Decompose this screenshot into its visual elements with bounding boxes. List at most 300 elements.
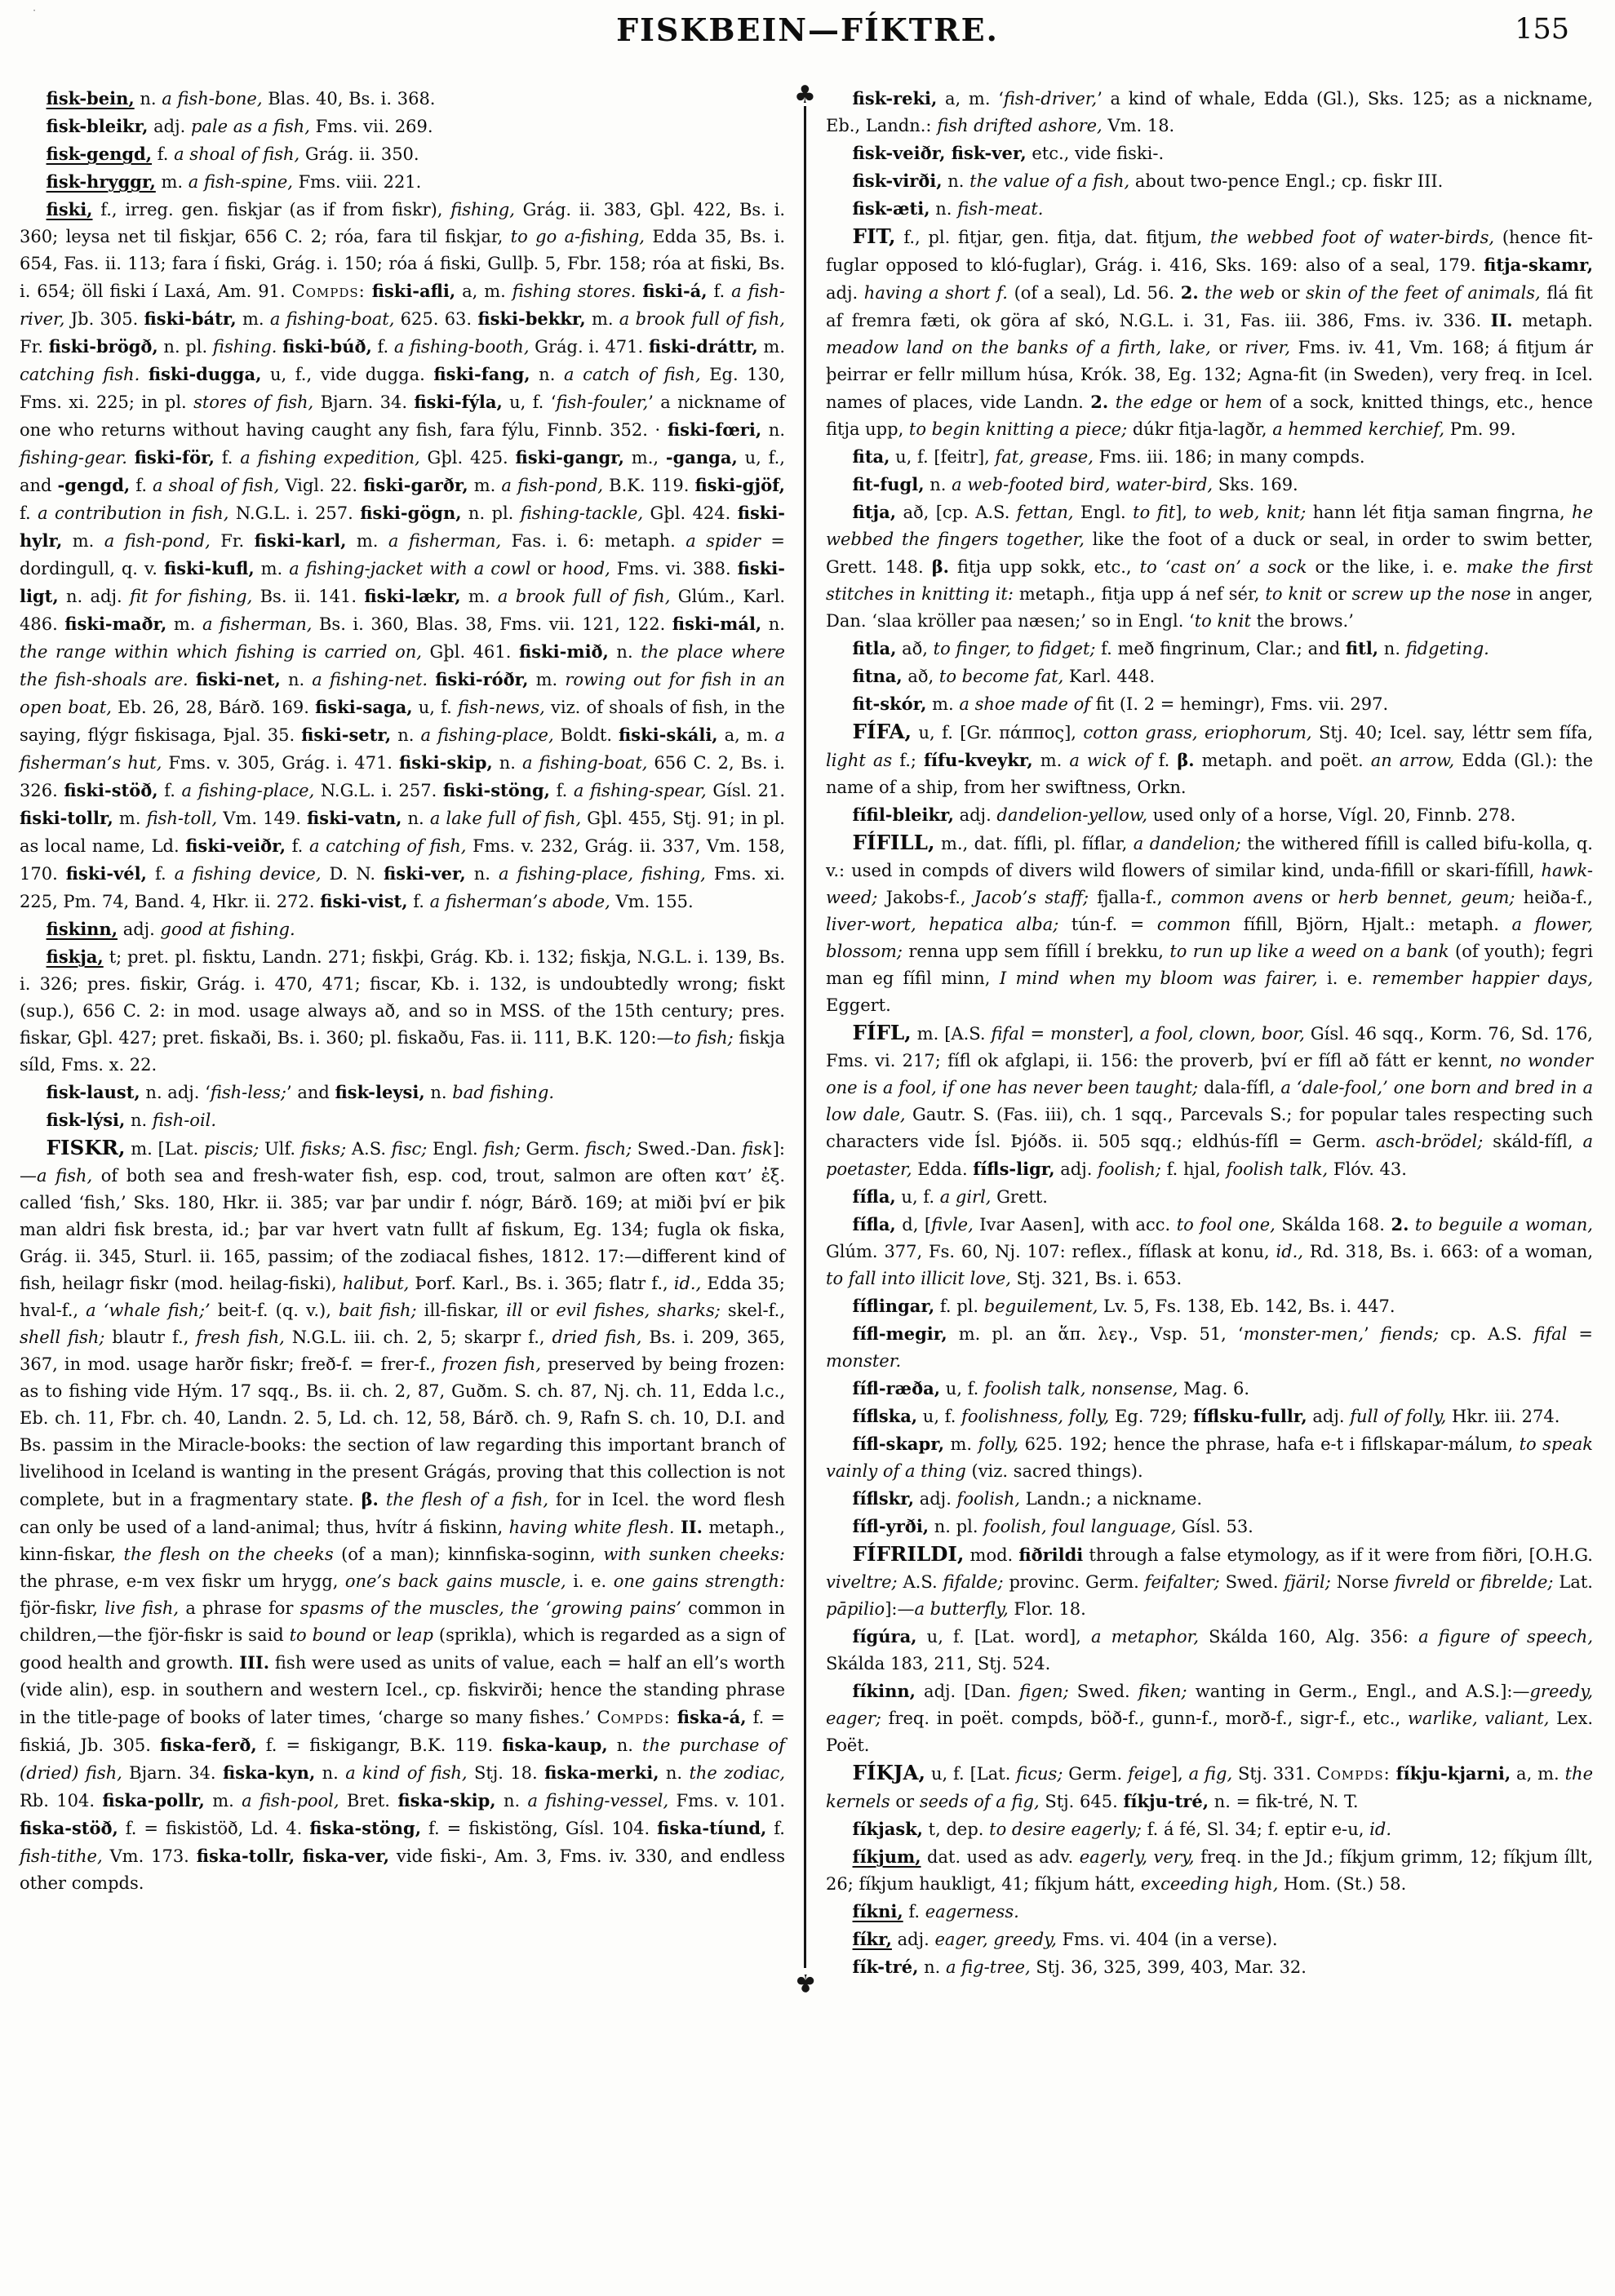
text-run: a flower, blossom; [826, 915, 1594, 961]
text-run: Grett. [991, 1187, 1048, 1207]
text-run: fiski-setr, [301, 725, 392, 745]
text-run: a fishing-booth, [393, 337, 530, 357]
text-run: m. [A.S. [911, 1024, 992, 1044]
text-run: a fishing-net. [312, 670, 428, 689]
text-run: fisk [742, 1139, 773, 1159]
text-run: with sunken cheeks: [603, 1545, 785, 1564]
dictionary-entry [826, 690, 1593, 718]
text-run: β. [1177, 750, 1195, 770]
text-run: Stj. 18. [467, 1763, 545, 1783]
text-run: f. [407, 892, 430, 911]
text-run: folly, [978, 1434, 1019, 1454]
text-run: fish; [483, 1139, 521, 1159]
text-run: fiski-veiðr, [185, 836, 286, 856]
text-run: Gísl. 53. [1176, 1517, 1253, 1536]
text-run: ], [1170, 1764, 1189, 1784]
text-run: Fms. viii. 221. [292, 172, 422, 192]
text-run: Vm. 155. [610, 892, 694, 911]
text-run: etc., vide fiski-. [1026, 144, 1165, 163]
text-run: fiski-maðr, [64, 614, 167, 634]
text-run: fífl-megir, [852, 1323, 947, 1344]
text-run: fiski-hylr, [20, 503, 786, 551]
text-run: Eb. 26, 28, Bárð. 169. [111, 698, 316, 717]
text-run: Grág. ii. 383, Gþl. 422, Bs. i. 360; leysa net til fiskjar, 656 C. 2; róa, fara til fiskjar, [20, 200, 785, 246]
text-run: fish-driver, [1003, 89, 1098, 109]
text-run: Stj. 321, Bs. i. 653. [1010, 1269, 1182, 1288]
text-run: 625. 63. [394, 309, 478, 329]
text-run: f. [707, 281, 732, 301]
text-run: an arrow, [1370, 751, 1455, 770]
text-run [675, 1518, 681, 1537]
text-run: frozen fish, [442, 1354, 541, 1374]
text-run: u, f. ‘ [502, 392, 557, 412]
text-run: a web-footed bird, water-bird, [952, 475, 1213, 494]
text-run: the edge [1115, 392, 1193, 412]
text-run: a catching of fish, [308, 836, 467, 856]
text-run: to ‘cast on’ a sock [1139, 557, 1307, 577]
text-run: fíkju-tré, [1123, 1791, 1209, 1811]
text-run: Lv. 5, Fs. 138, Eb. 142, Bs. i. 447. [1098, 1296, 1395, 1316]
text-run: Gautr. S. (Fas. iii), ch. 1 sqq., Parcevals S.; for popular tales respecting such characters vide Ísl. Þjóðs. ii. 505 sqq.; eldhús-fífl = Germ. [826, 1105, 1594, 1151]
text-run: the flesh of a fish, [385, 1490, 549, 1509]
text-run: ill [506, 1301, 523, 1320]
text-run: no wonder one is a fool, if one has never been taught; [826, 1051, 1593, 1097]
text-run: fitja, [852, 502, 897, 522]
text-run: adj. [148, 117, 191, 136]
text-run: metaph., kinn-fiskar, [20, 1518, 785, 1564]
text-run: wanting in Germ., Engl., and A.S.]:— [1187, 1682, 1530, 1701]
text-run: id., [673, 1274, 702, 1293]
text-run: fiski, [46, 199, 93, 219]
text-run: Compds: [597, 1708, 671, 1727]
text-run: fíkni, [852, 1901, 903, 1921]
text-run: m. [346, 531, 388, 551]
text-run: fisk-leysi, [335, 1082, 425, 1102]
dictionary-entry [826, 1953, 1593, 1981]
dictionary-entry [826, 1678, 1593, 1759]
text-run: a fish, [37, 1166, 93, 1186]
text-run: or the like, i. e. [1307, 557, 1466, 577]
dictionary-entry [826, 85, 1593, 140]
text-run: a fig, [1188, 1764, 1233, 1784]
text-run: n. pl. [929, 1517, 984, 1536]
text-run: fiski-gögn, [360, 503, 462, 523]
text-run: fiski-fýla, [414, 392, 503, 412]
text-run: f. [130, 476, 153, 495]
text-run: f. [286, 836, 309, 856]
text-run: fivreld [1394, 1572, 1451, 1592]
text-run: fisk-æti, [852, 198, 930, 219]
text-run: Pm. 99. [1444, 419, 1516, 439]
text-run: a fish-river, [20, 281, 785, 329]
text-run: to speak vainly of a thing [826, 1434, 1593, 1481]
text-run: n. pl. [461, 503, 521, 523]
text-run: to go a-fishing, [510, 227, 645, 246]
text-run: n. [1378, 639, 1406, 658]
text-run: piscis; [204, 1139, 260, 1159]
text-run: m. [113, 809, 147, 828]
text-run: N.G.L. i. 257. [314, 781, 443, 800]
text-run: n. [607, 1735, 642, 1755]
text-run: m. [166, 614, 202, 634]
text-run: n. [495, 1791, 528, 1811]
text-run: the webbed foot of water-birds, [1210, 228, 1495, 247]
text-run: t; pret. pl. fisktu, Landn. 271; fiskþi, Grág. Kb. i. 132; fiskja, N.G.L. i. 139, Bs. i. 326; pres. fiskir, Grág. i. 470, 471; fiscar, Kb. i. 132, is undoubtedly wrong; fiskt (sup.), 656 C. 2: in mod. usage always að, and so in MSS. of the 15th century; pres. fiskar, Gþl. 427; pret. fiskaði, Bs. i. 360; pl. fiskaðu, Fas. ii. 111, B.K. 120:— [20, 947, 785, 1048]
text-run: (of a man); kinnfiska-soginn, [333, 1545, 604, 1564]
text-run: fíkjum, [852, 1846, 921, 1867]
text-run: catching fish. [20, 365, 140, 384]
text-run: fiska-skip, [397, 1790, 496, 1811]
dictionary-entry [826, 1019, 1593, 1183]
text-run: f. [903, 1902, 925, 1921]
dictionary-entry [826, 1430, 1593, 1485]
text-run: to finger, to fidget; [933, 639, 1096, 658]
text-run: for in Icel. the word flesh can only be used of a land-animal; thus, hvítr á fiskinn, [20, 1490, 785, 1537]
text-run: the flesh on the cheeks [123, 1545, 334, 1564]
text-run: fishing stores. [512, 281, 637, 301]
text-run: f. hjal, [1160, 1159, 1227, 1179]
text-run: Glúm., Karl. 486. [20, 587, 785, 634]
text-run: a shoe made of [959, 694, 1091, 714]
text-run: a, m. [455, 281, 512, 301]
text-run: fiska-kaup, [502, 1735, 608, 1755]
text-run: remember happier days, [1372, 968, 1593, 988]
dictionary-entry [20, 196, 785, 915]
text-run: stores of fish, [193, 392, 314, 412]
text-run: fisk-lýsi, [46, 1110, 126, 1130]
text-run: m. [1032, 751, 1070, 770]
text-run: Lat. [1553, 1572, 1593, 1592]
text-columns [20, 81, 1595, 1997]
text-run: n. [530, 365, 564, 384]
dictionary-entry [826, 1513, 1593, 1540]
text-run: foolish, foul language, [983, 1517, 1177, 1536]
text-run: hawk-weed; [826, 861, 1593, 907]
text-run: ]:— [20, 1139, 785, 1186]
text-run: i. e. [1317, 968, 1373, 988]
text-run: a fishing-vessel, [527, 1791, 669, 1811]
text-run: fish-oil. [152, 1110, 217, 1130]
text-run: beguilement, [983, 1296, 1098, 1316]
text-run: liver-wort, hepatica alba; [826, 915, 1059, 934]
text-run: evil fishes, sharks; [556, 1301, 721, 1320]
dictionary-entry [826, 1926, 1593, 1953]
text-run: 656 C. 2, Bs. i. 326. [20, 753, 785, 800]
text-run: Norse [1330, 1572, 1395, 1592]
dictionary-entry [826, 1292, 1593, 1320]
text-run: cotton grass, eriophorum, [1083, 723, 1312, 742]
text-run: common in children,—the fjör-fiskr is said [20, 1598, 785, 1645]
text-run: shell fish; [20, 1328, 105, 1347]
text-run: common avens [1170, 888, 1303, 907]
text-run: adj. [953, 805, 997, 825]
text-run: u, f. [feitr], [890, 447, 996, 467]
text-run: að, [896, 639, 934, 658]
text-run: hann lét fitja saman fingrna, [1306, 503, 1573, 522]
text-run: a hemmed kerchief, [1272, 419, 1445, 439]
text-run: fíflsku-fullr, [1192, 1406, 1307, 1426]
text-run: eagerly, very, [1079, 1847, 1195, 1867]
text-run: fiends; [1380, 1324, 1440, 1344]
text-run: fíkjask, [852, 1819, 923, 1839]
text-run: a fish-spine, [188, 172, 293, 192]
text-run: fjalla-f., [1089, 888, 1171, 907]
text-run: Engl. [427, 1139, 484, 1159]
text-run [671, 1708, 677, 1727]
text-run: a fishing expedition, [240, 448, 420, 468]
dictionary-entry [826, 167, 1593, 195]
text-run: n. [924, 475, 952, 494]
text-run: asch-brödel; [1375, 1132, 1484, 1151]
text-run: Karl. 448. [1063, 667, 1156, 686]
text-run: n. [402, 809, 430, 828]
text-run: the range within which fishing is carried on, [20, 642, 422, 662]
text-run: Rd. 318, Bs. i. 663: of a woman, [1303, 1242, 1593, 1261]
text-run: freq. in poët. compds, böð-f., gunn-f., morð-f., sigr-f., etc., [881, 1709, 1408, 1728]
text-run: the phrase, e-m vex fiskr um hrygg, [20, 1571, 345, 1591]
text-run: n. adj. [58, 587, 131, 606]
text-run: β. [931, 556, 949, 577]
text-run: to bound [289, 1625, 367, 1645]
text-run: to become fat, [938, 667, 1064, 686]
text-run: Jakobs-f., [877, 888, 974, 907]
text-run [1391, 1764, 1396, 1784]
text-run: to knit [1194, 611, 1251, 631]
dictionary-entry [826, 663, 1593, 690]
text-run: fiski-mið, [519, 641, 609, 662]
text-run: Bs. i. 209, 365, 367, in mod. usage harðr fiskr; freð-f. = frer-f., [20, 1328, 786, 1374]
text-run: adj. [1307, 1407, 1351, 1426]
text-run: β. [361, 1489, 379, 1509]
text-run: monster [1050, 1024, 1122, 1044]
text-run: or [522, 1301, 557, 1320]
text-run: meadow land on the banks of a firth, lake, [826, 338, 1211, 357]
text-run: m. [460, 587, 498, 606]
text-run: fiski-dráttr, [648, 336, 758, 357]
text-run: having a short f. [863, 283, 1008, 303]
text-run: fiski-afli, [371, 281, 456, 301]
text-run: a fishing device, [174, 864, 322, 884]
text-run: the brows.’ [1250, 611, 1354, 631]
text-run: Bs. ii. 141. [252, 587, 365, 606]
text-run: a dandelion; [1133, 834, 1241, 853]
text-run: fiski-lækr, [364, 586, 461, 606]
text-run: fisk-laust, [46, 1082, 140, 1102]
text-run: fífla, [852, 1214, 896, 1234]
text-run: Stj. 645. [1039, 1792, 1124, 1811]
text-run: n. [492, 753, 523, 773]
text-run: Gþl. 455, Stj. 91; in pl. as local name, Ld. [20, 809, 785, 856]
text-run: fisk-hryggr, [46, 171, 156, 192]
text-run: or [890, 1792, 920, 1811]
text-run: FÍKJA, [852, 1761, 926, 1784]
text-run: u, f. [917, 1407, 962, 1426]
text-run: (of a seal), Ld. 56. [1007, 283, 1181, 303]
text-run: Fr. [20, 337, 49, 357]
text-run: hood, [561, 559, 610, 578]
text-run: metaph. and poët. [1194, 751, 1371, 770]
text-run: light as [826, 751, 893, 770]
text-run: Vigl. 22. [279, 476, 364, 495]
text-run: fiska-tollr, fiska-ver, [196, 1846, 390, 1866]
text-run: n. [315, 1763, 346, 1783]
text-run: Germ. [520, 1139, 586, 1159]
text-run: Stj. 40; Icel. say, léttr sem fífa, [1311, 723, 1594, 742]
text-run: ], [1175, 503, 1195, 522]
text-run: fish-toll, [146, 809, 218, 828]
dictionary-entry [826, 635, 1593, 663]
text-run: Stj. 36, 325, 399, 403, Mar. 32. [1030, 1957, 1307, 1977]
text-run: n. [465, 864, 499, 884]
text-run: D. N. [321, 864, 384, 884]
text-run: f. [20, 503, 38, 523]
text-run: fiski-ligt, [20, 558, 785, 606]
text-run: (viz. sacred things). [965, 1461, 1143, 1481]
text-run: Fas. i. 6: metaph. [501, 531, 686, 551]
text-run: fifalde; [943, 1572, 1004, 1592]
text-run [428, 670, 435, 689]
text-run: fit for fishing, [130, 587, 253, 606]
text-run: Fms. vii. 269. [309, 117, 433, 136]
text-run: A.S. [897, 1572, 943, 1592]
text-run: Landn.; a nickname. [1020, 1489, 1203, 1509]
text-run: dat. used as adv. [921, 1847, 1080, 1867]
text-run: fiska-á, [677, 1707, 747, 1727]
text-run: fettan, [1016, 503, 1074, 522]
text-run: provinc. Germ. [1003, 1572, 1145, 1592]
text-run: fiska-stöng, [309, 1818, 422, 1838]
text-run: u, f. [412, 698, 459, 717]
text-run: fitja upp sokk, etc., [948, 557, 1140, 577]
text-run: II. [680, 1517, 703, 1537]
text-run: Vm. 173. [102, 1846, 197, 1866]
text-run: ’ a nickname of one who returns without having caught any fish, fara fýlu, Finnb. 352. · [20, 392, 785, 440]
text-run: foolish; [1098, 1159, 1161, 1179]
text-run: fish-news, [458, 698, 545, 717]
text-run: fíflingar, [852, 1296, 935, 1316]
text-run: Stj. 331. [1232, 1764, 1317, 1784]
text-run: að, [cp. A.S. [896, 503, 1017, 522]
text-run: fiskja, [46, 946, 104, 967]
text-run: the kernels [826, 1764, 1594, 1811]
text-run: fiski-skip, [399, 752, 493, 773]
text-run: a fisherman’s hut, [20, 725, 785, 773]
dictionary-entry [826, 1485, 1593, 1513]
text-run: a lake full of fish, [429, 809, 582, 828]
text-run: Fms. v. 305, Grág. i. 471. [162, 753, 400, 773]
text-run: a fig-tree, [945, 1957, 1031, 1977]
text-run: a fish-bone, [162, 89, 263, 109]
text-run: n. pl. [158, 337, 213, 357]
text-run: a kind of fish, [345, 1763, 468, 1783]
text-run: of a sock, knitted things, etc., hence fitja upp, [826, 392, 1593, 439]
text-run: n. [134, 89, 162, 109]
text-run: used only of a horse, Vígl. 20, Finnb. 278. [1147, 805, 1516, 825]
text-run: n. [424, 1083, 453, 1102]
text-run: foolish talk, nonsense, [983, 1379, 1178, 1398]
text-run: f. á fé, Sl. 34; f. eptir e-u, [1141, 1820, 1370, 1839]
text-run: leap [396, 1625, 433, 1645]
text-run: skel-f., [720, 1301, 786, 1320]
text-run: bait fish; [339, 1301, 417, 1320]
text-run: common [1156, 915, 1231, 934]
text-run: fiski-kufl, [163, 558, 255, 578]
text-run: (of youth); fegri man eg fífil minn, [826, 942, 1593, 988]
dictionary-entry [826, 471, 1593, 499]
text-run: a girl, [939, 1187, 992, 1207]
text-run: Fms. iv. 41, Vm. 168; á fitjum ár þeirrar er fellr millum húsa, Krók. 38, Eg. 132; Agna-fit (in Sweden), very freq. in Icel. names of places, vide Landn. [826, 338, 1593, 412]
text-run: fiski-gangr, [515, 447, 624, 468]
text-run: Flóv. 43. [1328, 1159, 1407, 1179]
text-run: river, [1245, 338, 1291, 357]
text-run: f.; [892, 751, 924, 770]
text-run: or [1450, 1572, 1480, 1592]
scan-speck: · [33, 5, 37, 17]
text-run: Swed. [1068, 1682, 1138, 1701]
text-run: Fms. vi. 388. [610, 559, 738, 578]
text-run: good at fishing. [160, 920, 295, 939]
text-run: adj. [914, 1489, 957, 1509]
text-run: fresh fish, [196, 1328, 285, 1347]
text-run: f. [214, 448, 241, 468]
text-run: fivle, [931, 1215, 974, 1234]
text-run: Fms. vi. 404 (in a verse). [1056, 1930, 1278, 1949]
text-run: Bjarn. 34. [122, 1763, 223, 1783]
text-run: u, f. [Lat. word], [916, 1627, 1091, 1647]
text-run: I mind when my bloom was fairer, [999, 968, 1318, 988]
text-run: a fisherman, [388, 531, 502, 551]
text-run: Eg. 729; [1109, 1407, 1193, 1426]
text-run: n. [942, 171, 970, 191]
text-run: m. [528, 670, 566, 689]
text-run: tún-f. = [1058, 915, 1157, 934]
text-run: renna upp sem fífill í brekku, [903, 942, 1170, 961]
text-run: Compds: [1316, 1764, 1391, 1784]
text-run: fiski-dugga, [148, 364, 262, 384]
text-run: fiska-kyn, [222, 1762, 316, 1783]
text-run: to beguile a woman, [1414, 1215, 1593, 1234]
text-run: Gþl. 425. [419, 448, 516, 468]
text-run: a fish-pond, [104, 531, 211, 551]
text-run: Grág. i. 471. [529, 337, 649, 357]
text-run: Edda 35; hval-f., [20, 1274, 785, 1320]
text-run: Compds: [291, 281, 366, 301]
text-run: id. [1369, 1820, 1391, 1839]
text-run: fífu-kveykr, [924, 750, 1033, 770]
text-run: Skálda 183, 211, Stj. 524. [826, 1654, 1051, 1673]
text-run: (sprikla), which is regarded as a sign of good health and growth. [20, 1625, 785, 1673]
text-run: Sks. 169. [1213, 475, 1298, 494]
text-run: u, f. [895, 1187, 940, 1207]
text-run: monster-men, [1243, 1324, 1364, 1344]
text-run: flá fit af fremra fæti, ok göra af skó, N.G.L. i. 31, Fas. iii. 386, Fms. iv. 336. [826, 283, 1593, 330]
text-run: fish drifted ashore, [937, 116, 1103, 135]
text-run [127, 448, 135, 468]
text-run: a contribution in fish, [38, 503, 229, 523]
text-run: n. [608, 642, 641, 662]
dictionary-entry [20, 1106, 785, 1134]
text-run: n. [918, 1957, 946, 1977]
trefoil-ornament-top-icon: ♣ [794, 81, 816, 109]
text-run: or [1302, 888, 1338, 907]
text-run: a fool, clown, boor, [1139, 1024, 1305, 1044]
text-run: or [1321, 584, 1352, 604]
text-run: fiski-garðr, [363, 475, 468, 495]
dictionary-entry [20, 168, 785, 196]
text-run: bad fishing. [452, 1083, 554, 1102]
text-run: fiski-vist, [320, 891, 408, 911]
text-run: of both sea and fresh-water fish, esp. cod, trout, salmon are often κατ’ ἐξ. called ‘fish,’ Sks. 180, Hkr. ii. 385; var þar undir f. nógr, Bárð. 169; at miði því er þik man aldri fisk bresta, id.; þar var hvert vatn fullt af fiskum, Eg. 134; fugla ok fiska, Grág. ii. 345, Sturl. ii. 165, passim; of the zodiacal fishes, 1812. 17:—different kind of fish, heilagr fiskr (mod. heilag-fiski), [20, 1166, 785, 1293]
